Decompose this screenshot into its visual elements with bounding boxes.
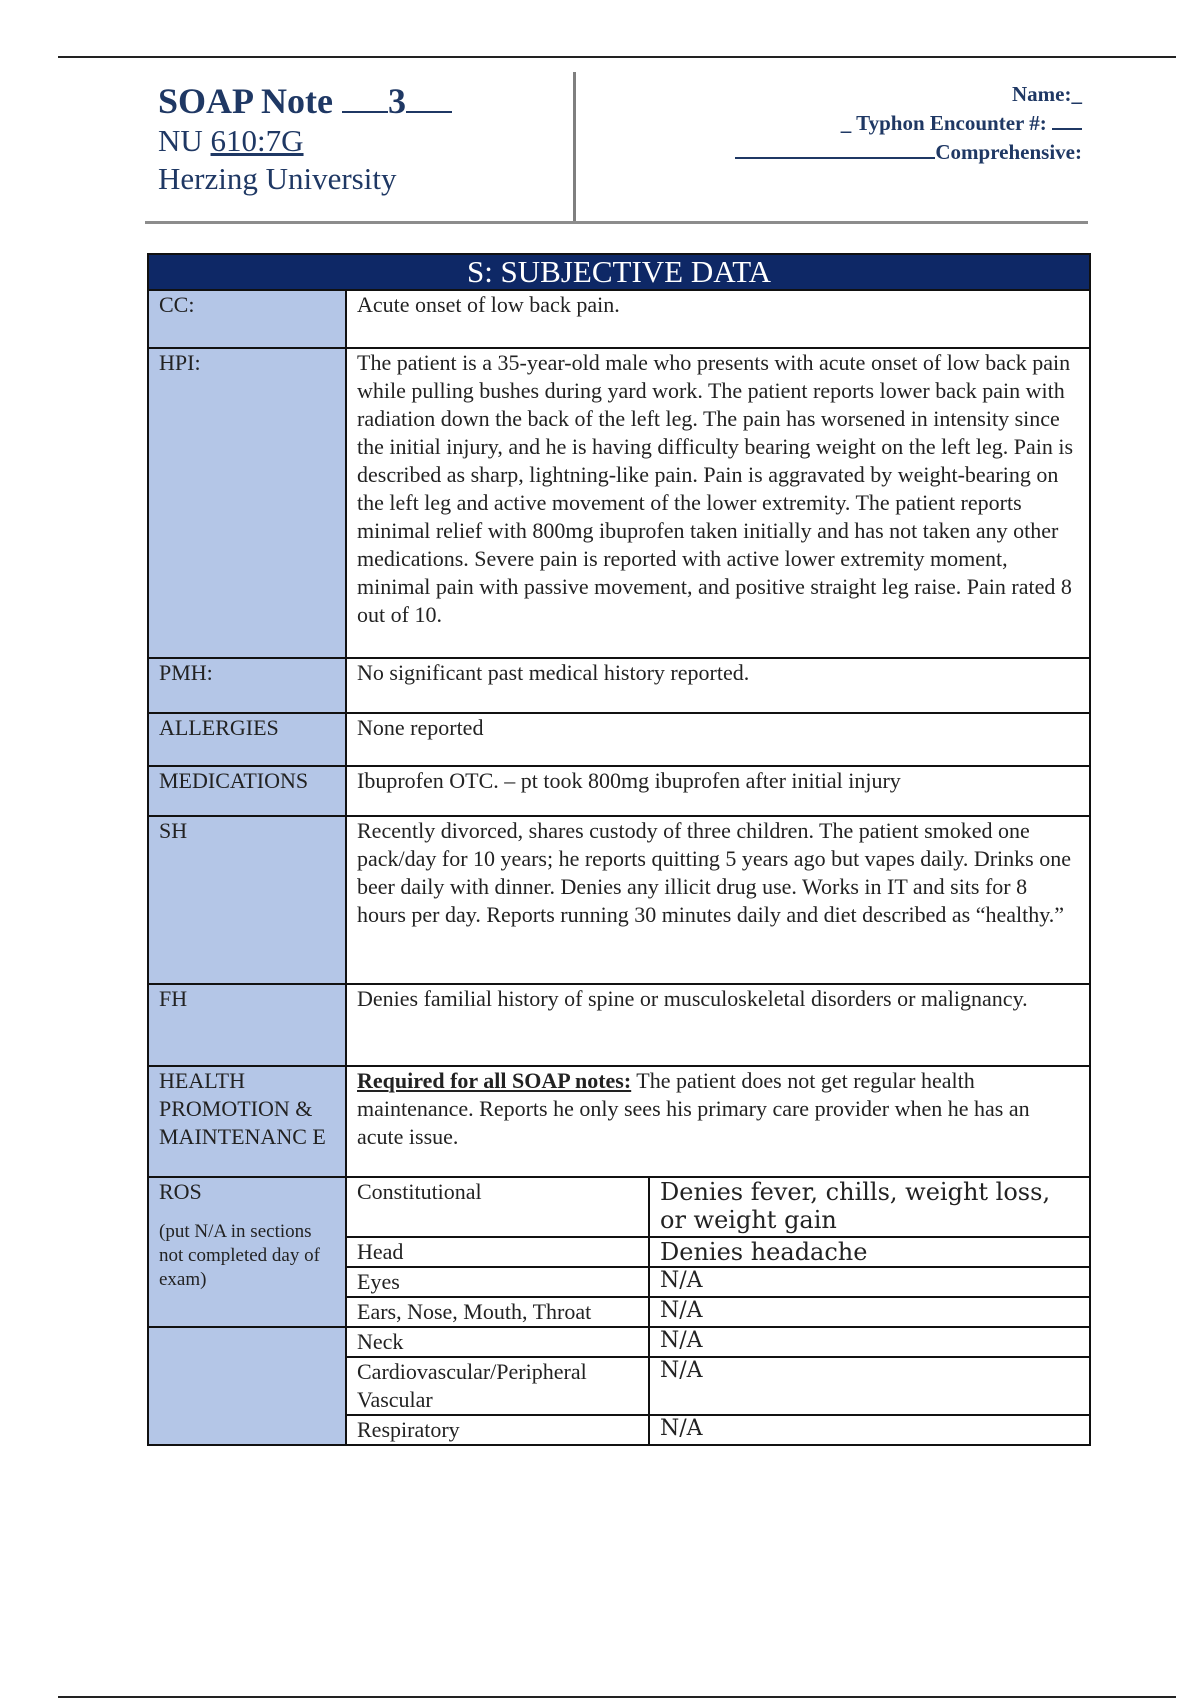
cc-text[interactable]: Acute onset of low back pain. (346, 290, 1090, 348)
allergies-text[interactable]: None reported (346, 713, 1090, 766)
comprehensive-field[interactable] (662, 137, 1082, 166)
health-maintenance-body: The patient does not get regular health maintenance. Reports he only sees his primary care provider when he has an acute issue. (357, 1068, 1030, 1149)
ros-system-eyes: Eyes (346, 1267, 649, 1297)
medications-text[interactable]: Ibuprofen OTC. – pt took 800mg ibuprofen after initial injury (346, 766, 1090, 816)
ros-finding-neck[interactable]: N/A (649, 1327, 1090, 1357)
top-rule (58, 56, 1176, 58)
health-maintenance-label: HEALTH PROMOTION & MAINTENANC E (148, 1066, 346, 1177)
ros-note: (put N/A in sections not completed day of exam) (159, 1221, 320, 1290)
fh-text[interactable]: Denies familial history of spine or musculoskeletal disorders or malignancy. (346, 984, 1090, 1066)
school-name: Herzing University (158, 161, 397, 196)
hpi-text[interactable]: The patient is a 35-year-old male who presents with acute onset of low back pain while pulling bushes during yard work. The patient reports lower back pain with radiation down the back of the left leg. The pain has worsened in intensity since the initial injury, and he is having difficulty bearing weight on the left leg. Pain is described as sharp, lightning-like pain. Pain is aggravated by weight-bearing on the left leg and active movement of the lower extremity. The patient reports minimal relief with 800mg ibuprofen taken initially and has not taken any other medications. Severe pain is reported with active lower extremity moment, minimal pain with passive movement, and positive straight leg raise. Pain rated 8 out of 10. (346, 348, 1090, 658)
title-underline-right (406, 81, 452, 113)
course-line (158, 122, 558, 160)
pmh-label: PMH: (148, 658, 346, 713)
cc-label: CC: (148, 290, 346, 348)
title-underline-left (342, 81, 388, 113)
ros-finding-ent[interactable]: N/A (649, 1297, 1090, 1327)
ros-system-ent: Ears, Nose, Mouth, Throat (346, 1297, 649, 1327)
ros-finding-eyes[interactable]: N/A (649, 1267, 1090, 1297)
typhon-blank (1052, 108, 1082, 130)
subjective-data-table (147, 253, 1091, 1446)
ros-label-cell-continued (148, 1327, 346, 1445)
course-code: 610:7G (210, 123, 304, 158)
sh-label: SH (148, 816, 346, 984)
header-bottom-rule (145, 221, 1088, 224)
fh-label: FH (148, 984, 346, 1066)
typhon-label: _ Typhon Encounter #: (840, 111, 1047, 135)
ros-finding-constitutional[interactable]: Denies fever, chills, weight loss, or weight gain (649, 1177, 1090, 1237)
header-vertical-divider (573, 72, 576, 222)
bottom-rule (58, 1696, 1176, 1698)
typhon-encounter-field[interactable] (662, 108, 1082, 137)
ros-system-head: Head (346, 1237, 649, 1267)
page-title (158, 80, 558, 122)
document-header-left (158, 80, 558, 198)
ros-label-cell (148, 1177, 346, 1327)
allergies-label: ALLERGIES (148, 713, 346, 766)
sh-text[interactable]: Recently divorced, shares custody of three children. The patient smoked one pack/day for 10 years; he reports quitting 5 years ago but vapes daily. Drinks one beer daily with dinner. Denies any illicit drug use. Works in IT and sits for 8 hours per day. Reports running 30 minutes daily and diet described as “healthy.” (346, 816, 1090, 984)
pmh-text[interactable]: No significant past medical history reported. (346, 658, 1090, 713)
ros-system-neck: Neck (346, 1327, 649, 1357)
document-header-right (662, 80, 1082, 166)
name-field[interactable] (662, 80, 1082, 108)
comprehensive-label: Comprehensive: (935, 140, 1082, 164)
health-maintenance-text[interactable] (346, 1066, 1090, 1177)
ros-system-cardiovascular: Cardiovascular/Peripheral Vascular (346, 1357, 649, 1415)
medications-label: MEDICATIONS (148, 766, 346, 816)
note-number: 3 (388, 81, 406, 121)
name-label: Name:_ (1012, 82, 1082, 106)
ros-system-constitutional: Constitutional (346, 1177, 649, 1237)
course-prefix: NU (158, 123, 203, 158)
ros-finding-head[interactable]: Denies headache (649, 1237, 1090, 1267)
comprehensive-blank (735, 137, 935, 159)
ros-label: ROS (159, 1179, 202, 1204)
ros-finding-cardiovascular[interactable]: N/A (649, 1357, 1090, 1415)
ros-system-respiratory: Respiratory (346, 1415, 649, 1445)
required-note: Required for all SOAP notes: (357, 1068, 632, 1093)
hpi-label: HPI: (148, 348, 346, 658)
ros-finding-respiratory[interactable]: N/A (649, 1415, 1090, 1445)
note-label: SOAP Note (158, 81, 333, 121)
section-banner: S: SUBJECTIVE DATA (148, 254, 1090, 290)
